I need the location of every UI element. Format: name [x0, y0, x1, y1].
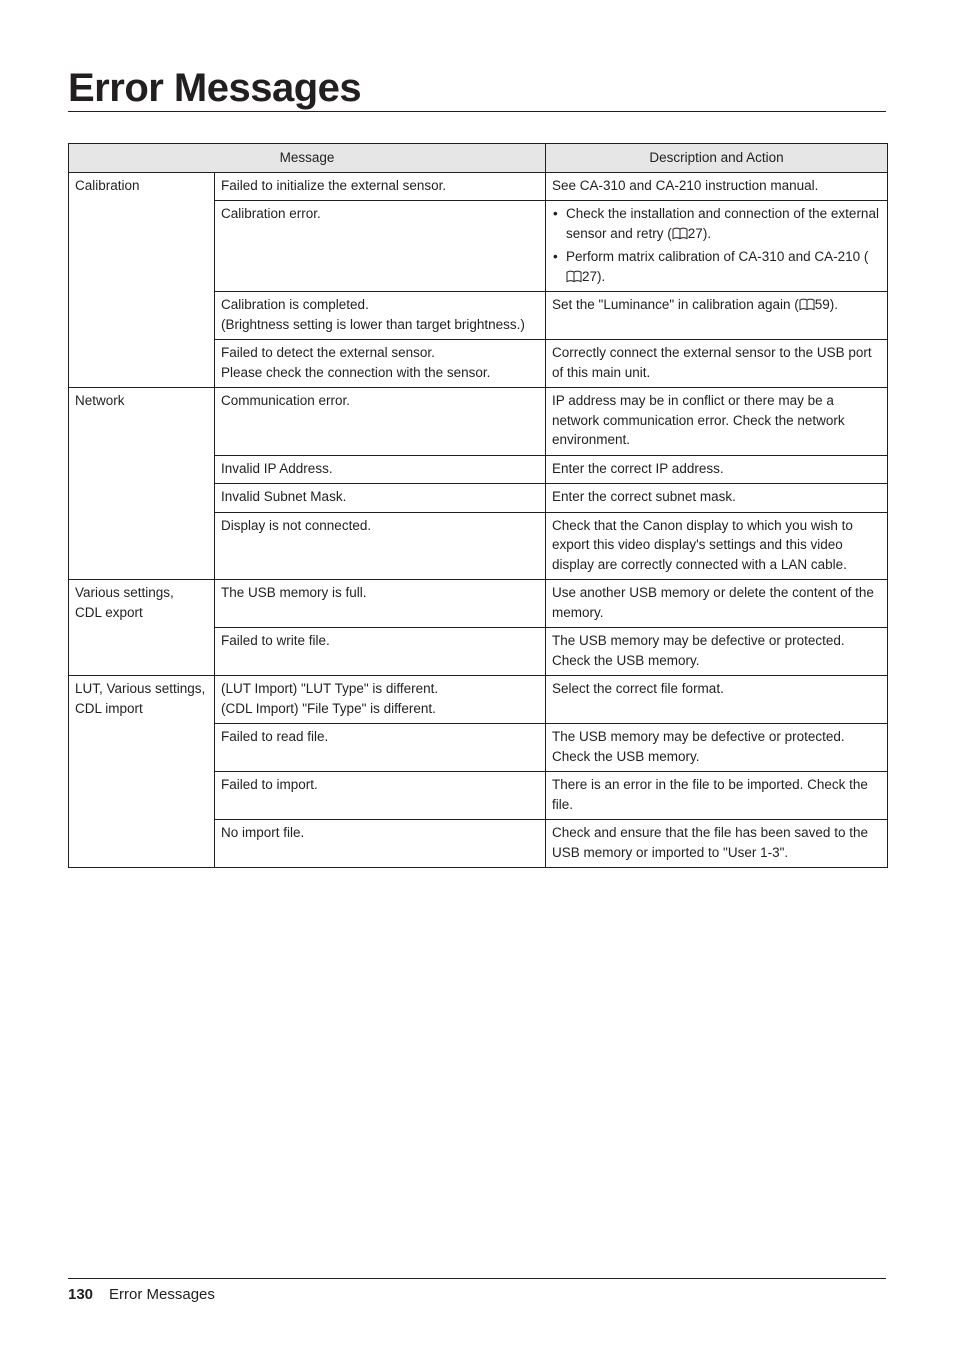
category-cell: Network [69, 388, 215, 580]
book-reference-icon [672, 226, 688, 239]
category-line: Various settings, [75, 585, 174, 600]
message-cell: Failed to read file. [215, 724, 546, 772]
category-line: CDL import [75, 700, 143, 716]
title-divider [68, 111, 886, 112]
page-title: Error Messages [68, 66, 362, 110]
footer-divider [68, 1278, 886, 1279]
action-text: ). [597, 268, 606, 284]
description-cell: Enter the correct subnet mask. [546, 484, 888, 513]
description-cell: The USB memory may be defective or protected. Check the USB memory. [546, 628, 888, 676]
message-line: Calibration is completed. [221, 297, 369, 312]
header-message: Message [69, 144, 546, 173]
list-item [552, 204, 881, 243]
message-line: (CDL Import) "File Type" is different. [221, 700, 436, 716]
message-cell: Communication error. [215, 388, 546, 456]
action-text: ). [702, 225, 712, 241]
table-row [69, 676, 888, 724]
action-text: Set the "Luminance" in calibration again ( [552, 297, 799, 312]
description-cell: Check and ensure that the file has been saved to the USB memory or imported to "User 1-3". [546, 820, 888, 868]
category-line: CDL export [75, 604, 143, 620]
table-row [69, 172, 888, 201]
message-cell [215, 676, 546, 724]
message-cell: Display is not connected. [215, 512, 546, 580]
category-line: LUT, Various settings, [75, 681, 206, 696]
message-cell: Failed to initialize the external sensor. [215, 172, 546, 201]
table-header-row [69, 144, 888, 173]
error-messages-table [68, 143, 888, 868]
category-cell: Calibration [69, 172, 215, 388]
message-line: (Brightness setting is lower than target brightness.) [221, 316, 525, 332]
page-number: 130 [68, 1286, 94, 1303]
header-description: Description and Action [546, 144, 888, 173]
message-cell: Invalid Subnet Mask. [215, 484, 546, 513]
book-reference-icon [799, 297, 815, 310]
page-reference: 27 [687, 225, 703, 241]
message-line: Failed to detect the external sensor. [221, 345, 435, 360]
message-cell: Invalid IP Address. [215, 455, 546, 484]
message-line: Please check the connection with the sensor. [221, 364, 491, 380]
list-item [552, 247, 881, 286]
message-cell: The USB memory is full. [215, 580, 546, 628]
table-row [69, 388, 888, 456]
description-cell: There is an error in the file to be imported. Check the file. [546, 772, 888, 820]
message-cell [215, 292, 546, 340]
table-row [69, 580, 888, 628]
action-text: Check the installation and connection of the external sensor and retry ( [566, 206, 879, 241]
message-cell: Failed to write file. [215, 628, 546, 676]
message-cell [215, 340, 546, 388]
category-cell [69, 580, 215, 676]
book-reference-icon [566, 269, 582, 282]
page-reference: 59 [814, 297, 830, 312]
message-cell: Calibration error. [215, 201, 546, 292]
message-cell: No import file. [215, 820, 546, 868]
action-text: Perform matrix calibration of CA-310 and CA-210 ( [566, 249, 869, 264]
message-line: (LUT Import) "LUT Type" is different. [221, 681, 439, 696]
category-cell [69, 676, 215, 868]
description-cell: The USB memory may be defective or protected. Check the USB memory. [546, 724, 888, 772]
description-cell: Check that the Canon display to which you wish to export this video display's settings and this video display are correctly connected with a LAN cable. [546, 512, 888, 580]
action-text: ). [829, 297, 839, 312]
description-cell: See CA-310 and CA-210 instruction manual. [546, 172, 888, 201]
message-cell: Failed to import. [215, 772, 546, 820]
description-cell: Use another USB memory or delete the content of the memory. [546, 580, 888, 628]
action-list [552, 204, 881, 286]
description-cell [546, 201, 888, 292]
page-reference: 27 [582, 268, 598, 284]
description-cell: IP address may be in conflict or there may be a network communication error. Check the network environment. [546, 388, 888, 456]
page-footer [68, 1285, 215, 1305]
footer-section-title: Error Messages [109, 1286, 215, 1303]
description-cell: Select the correct file format. [546, 676, 888, 724]
description-cell: Enter the correct IP address. [546, 455, 888, 484]
description-cell: Correctly connect the external sensor to the USB port of this main unit. [546, 340, 888, 388]
description-cell [546, 292, 888, 340]
